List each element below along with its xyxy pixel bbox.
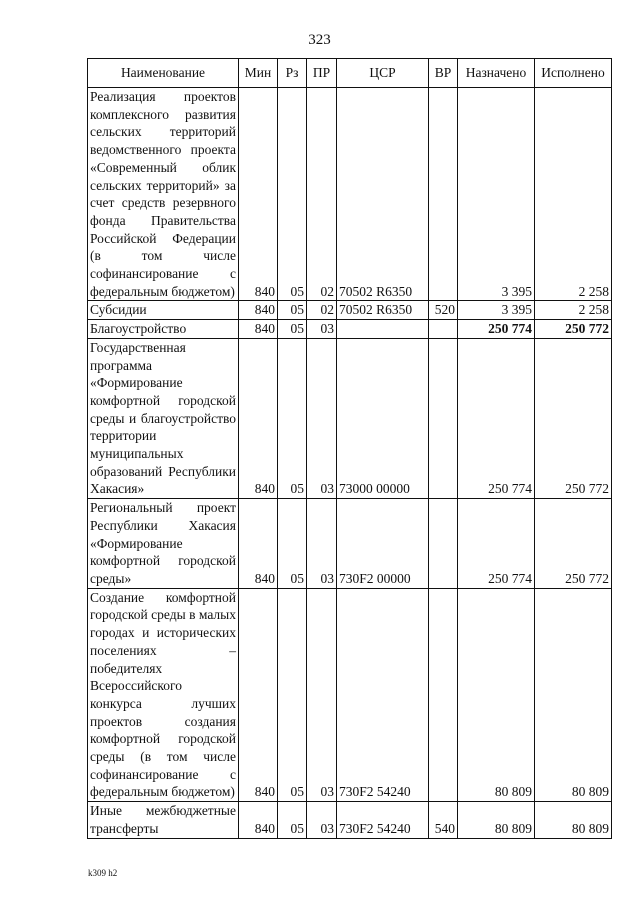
row-executed: 80 809 (535, 802, 612, 838)
table-row (88, 499, 612, 589)
row-csr: 70502 R6350 (337, 88, 429, 301)
row-min: 840 (239, 499, 278, 589)
row-rz: 05 (278, 802, 307, 838)
row-csr: 73000 00000 (337, 338, 429, 498)
row-assigned: 250 774 (458, 338, 535, 498)
row-executed: 2 258 (535, 88, 612, 301)
row-rz: 05 (278, 499, 307, 589)
row-min: 840 (239, 802, 278, 838)
row-vr: 520 (429, 301, 458, 320)
row-pr: 02 (307, 88, 337, 301)
row-vr (429, 588, 458, 801)
row-executed: 2 258 (535, 301, 612, 320)
row-name: Создание комфортной городской среды в малых городах и исторических поселениях – победителях Всероссийского конкурса лучших проектов создания комфортной городской среды (в том числе софинансирование с федеральным бюджетом) (88, 588, 239, 801)
row-rz: 05 (278, 320, 307, 339)
table-header-row (88, 59, 612, 88)
row-name: Государственная программа «Формирование комфортной городской среды и благоустройство территории муниципальных образований Республики Хакасия» (88, 338, 239, 498)
row-rz: 05 (278, 588, 307, 801)
row-vr (429, 88, 458, 301)
row-rz: 05 (278, 88, 307, 301)
table-row (88, 88, 612, 301)
row-executed: 250 772 (535, 499, 612, 589)
row-executed: 250 772 (535, 338, 612, 498)
row-assigned: 250 774 (458, 320, 535, 339)
row-pr: 02 (307, 301, 337, 320)
row-assigned: 80 809 (458, 588, 535, 801)
row-pr: 03 (307, 338, 337, 498)
row-name: Реализация проектов комплексного развития сельских территорий ведомственного проекта «Современный облик сельских территорий» за счет средств резервного фонда Правительства Российской Федерации (в том числе софинансирование с федеральным бюджетом) (88, 88, 239, 301)
row-assigned: 3 395 (458, 301, 535, 320)
table-row (88, 338, 612, 498)
header-pr: ПР (307, 59, 337, 88)
row-name: Иные межбюджетные трансферты (88, 802, 239, 838)
row-min: 840 (239, 320, 278, 339)
budget-table (87, 58, 612, 839)
header-executed: Исполнено (535, 59, 612, 88)
row-csr: 730F2 00000 (337, 499, 429, 589)
table-row (88, 588, 612, 801)
row-pr: 03 (307, 588, 337, 801)
row-pr: 03 (307, 499, 337, 589)
row-pr: 03 (307, 802, 337, 838)
row-rz: 05 (278, 301, 307, 320)
row-csr: 70502 R6350 (337, 301, 429, 320)
row-min: 840 (239, 338, 278, 498)
row-vr: 540 (429, 802, 458, 838)
row-assigned: 3 395 (458, 88, 535, 301)
row-min: 840 (239, 588, 278, 801)
row-csr (337, 320, 429, 339)
row-min: 840 (239, 301, 278, 320)
header-name: Наименование (88, 59, 239, 88)
header-min: Мин (239, 59, 278, 88)
row-vr (429, 499, 458, 589)
row-executed: 80 809 (535, 588, 612, 801)
row-csr: 730F2 54240 (337, 802, 429, 838)
row-name: Субсидии (88, 301, 239, 320)
row-assigned: 250 774 (458, 499, 535, 589)
row-rz: 05 (278, 338, 307, 498)
row-name: Благоустройство (88, 320, 239, 339)
table-row (88, 802, 612, 838)
row-name: Региональный проект Республики Хакасия «Формирование комфортной городской среды» (88, 499, 239, 589)
row-min: 840 (239, 88, 278, 301)
header-rz: Рз (278, 59, 307, 88)
header-csr: ЦСР (337, 59, 429, 88)
table-row (88, 301, 612, 320)
page-number: 323 (308, 32, 331, 48)
row-pr: 03 (307, 320, 337, 339)
row-csr: 730F2 54240 (337, 588, 429, 801)
row-vr (429, 320, 458, 339)
row-executed: 250 772 (535, 320, 612, 339)
table-row (88, 320, 612, 339)
footer-code: k309 h2 (88, 868, 118, 878)
header-vr: ВР (429, 59, 458, 88)
header-assigned: Назначено (458, 59, 535, 88)
row-assigned: 80 809 (458, 802, 535, 838)
row-vr (429, 338, 458, 498)
